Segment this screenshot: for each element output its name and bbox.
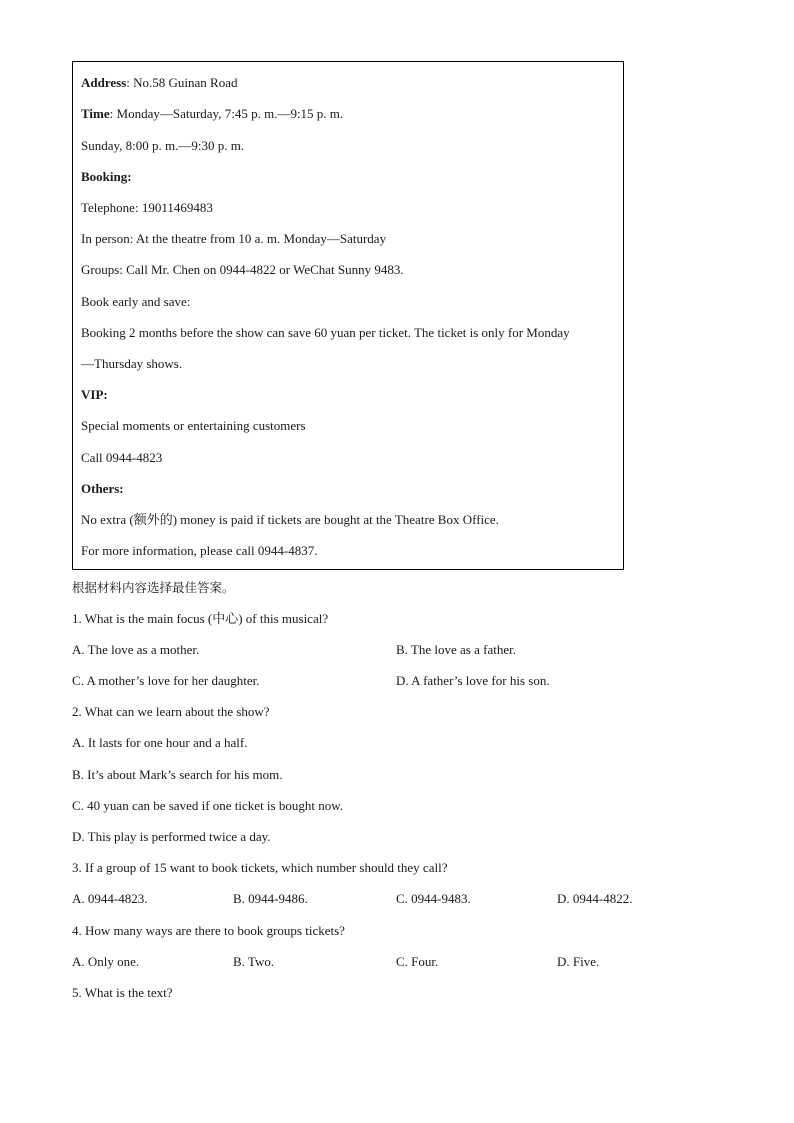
booking-months-line-1: Booking 2 months before the show can save 60 yuan per ticket. The ticket is only for Monday (81, 325, 570, 340)
q4-option-c: C. Four. (396, 954, 439, 969)
groups-line: Groups: Call Mr. Chen on 0944-4822 or WeChat Sunny 9483. (81, 262, 404, 277)
question-2: 2. What can we learn about the show? (72, 704, 270, 719)
q4-option-d: D. Five. (557, 954, 600, 969)
question-5: 5. What is the text? (72, 985, 173, 1000)
others-label: Others: (81, 481, 124, 496)
address-label: Address (81, 75, 127, 90)
q3-option-d: D. 0944-4822. (557, 891, 633, 906)
q3-option-b: B. 0944-9486. (233, 891, 308, 906)
in-person-line: In person: At the theatre from 10 a. m. Monday—Saturday (81, 231, 387, 246)
q2-option-c: C. 40 yuan can be saved if one ticket is bought now. (72, 798, 344, 813)
q3-option-a: A. 0944-4823. (72, 891, 148, 906)
question-4: 4. How many ways are there to book groups tickets? (72, 923, 345, 938)
q2-option-a: A. It lasts for one hour and a half. (72, 735, 248, 750)
booking-months-line-2: —Thursday shows. (81, 356, 183, 371)
sunday-line: Sunday, 8:00 p. m.—9:30 p. m. (81, 138, 245, 153)
more-info-line: For more information, please call 0944-4837. (81, 543, 318, 558)
ticket-info-box (72, 61, 624, 570)
question-1: 1. What is the main focus (中心) of this musical? (72, 611, 329, 626)
q1-option-d: D. A father’s love for his son. (396, 673, 550, 688)
telephone-line: Telephone: 19011469483 (81, 200, 213, 215)
q2-option-b: B. It’s about Mark’s search for his mom. (72, 767, 283, 782)
call-vip-line: Call 0944-4823 (81, 450, 163, 465)
q4-option-b: B. Two. (233, 954, 275, 969)
time-value: : Monday—Saturday, 7:45 p. m.—9:15 p. m. (109, 106, 344, 121)
special-line: Special moments or entertaining customers (81, 418, 306, 433)
address-line (81, 75, 238, 91)
q2-option-d: D. This play is performed twice a day. (72, 829, 271, 844)
question-3: 3. If a group of 15 want to book tickets, which number should they call? (72, 860, 448, 875)
q3-option-c: C. 0944-9483. (396, 891, 471, 906)
time-line (81, 106, 343, 122)
address-value: : No.58 Guinan Road (126, 75, 238, 90)
q4-option-a: A. Only one. (72, 954, 140, 969)
book-early-line: Book early and save: (81, 294, 191, 309)
extra-money-line: No extra (额外的) money is paid if tickets are bought at the Theatre Box Office. (81, 512, 499, 527)
vip-label: VIP: (81, 387, 108, 402)
booking-label: Booking: (81, 169, 132, 184)
q1-option-a: A. The love as a mother. (72, 642, 200, 657)
instruction-text: 根据材料内容选择最佳答案。 (72, 580, 235, 595)
q1-option-c: C. A mother’s love for her daughter. (72, 673, 260, 688)
time-label: Time (81, 106, 110, 121)
q1-option-b: B. The love as a father. (396, 642, 516, 657)
